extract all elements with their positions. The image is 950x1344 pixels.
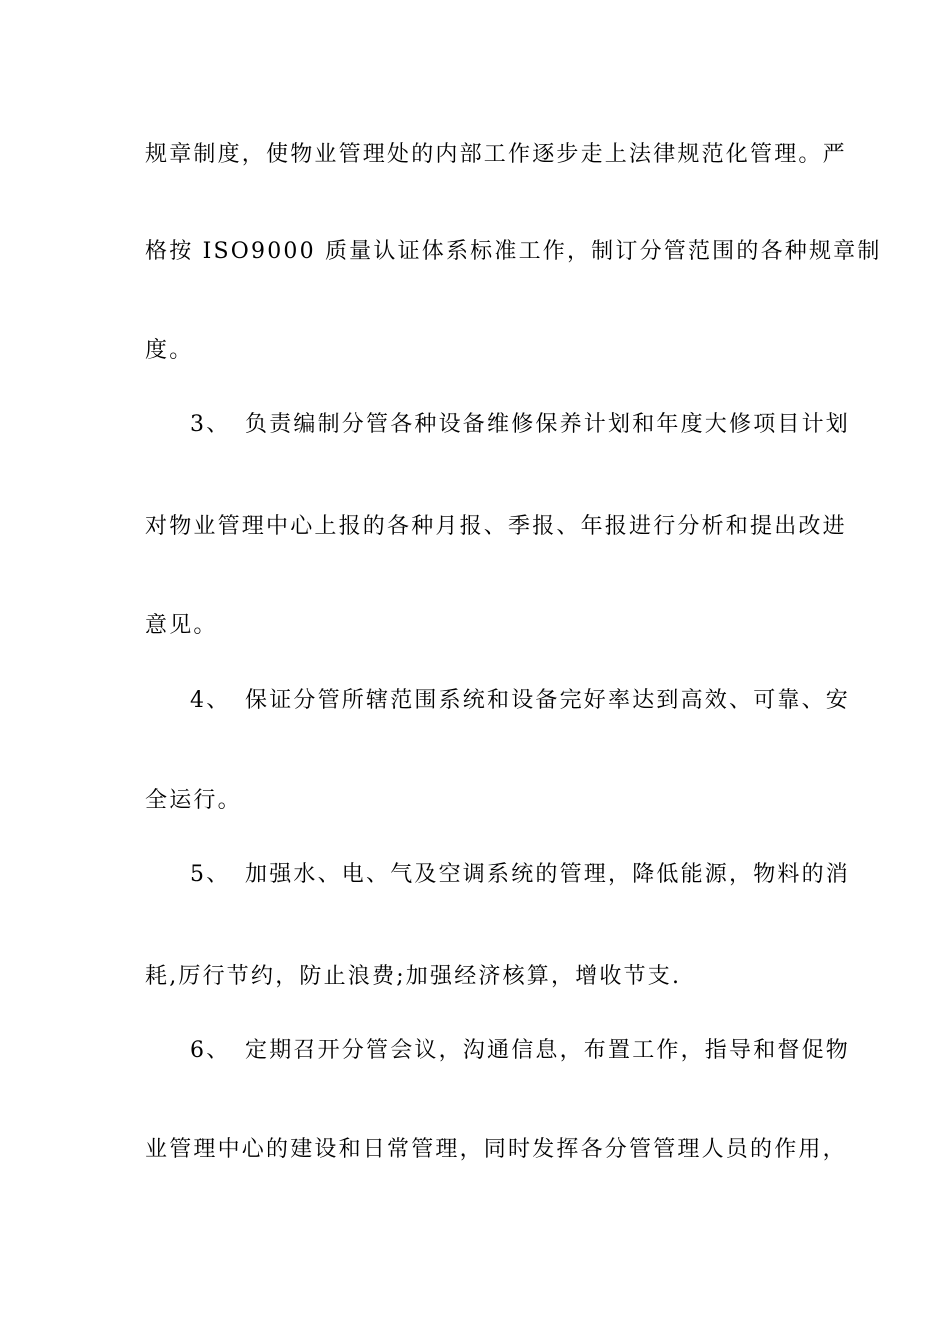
item-number: 3、	[190, 412, 231, 437]
item-text: 保证分管所辖范围系统和设备完好率达到高效、可靠、安	[245, 688, 851, 713]
text-line: 耗,厉行节约，防止浪费;加强经济核算，增收节支.	[145, 964, 682, 989]
item-number: 6、	[190, 1038, 231, 1063]
text-line: 度。	[145, 338, 194, 363]
text-line: 全运行。	[145, 788, 242, 813]
item-text: 定期召开分管会议，沟通信息，布置工作，指导和督促物	[245, 1038, 851, 1063]
item-text: 加强水、电、气及空调系统的管理，降低能源，物料的消	[245, 862, 851, 887]
item-number: 5、	[190, 862, 231, 887]
text-line: 业管理中心的建设和日常管理，同时发挥各分管管理人员的作用，	[145, 1137, 847, 1162]
text-line: 格按 ISO9000 质量认证体系标准工作，制订分管范围的各种规章制	[145, 239, 882, 264]
item-text: 负责编制分管各种设备维修保养计划和年度大修项目计划	[245, 412, 851, 437]
text-line: 规章制度，使物业管理处的内部工作逐步走上法律规范化管理。严	[145, 142, 847, 167]
text-line: 对物业管理中心上报的各种月报、季报、年报进行分析和提出改进	[145, 514, 847, 539]
item-number: 4、	[190, 688, 231, 713]
text-line: 意见。	[145, 613, 218, 638]
